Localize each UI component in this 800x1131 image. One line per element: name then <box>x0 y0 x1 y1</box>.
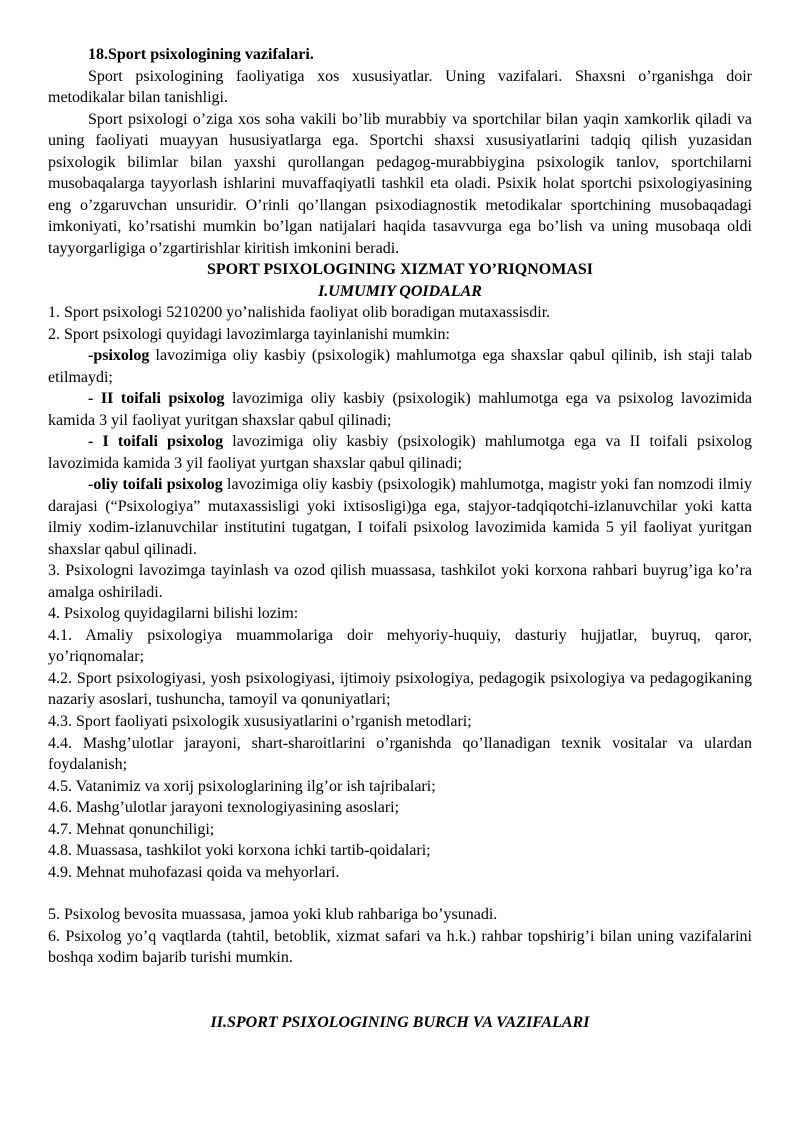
rule-4-6: 4.6. Mashg’ulotlar jarayoni texnologiyasining asoslari; <box>48 799 400 817</box>
dash-prefix: - <box>88 390 101 408</box>
general-rules-heading: I.UMUMIY QOIDALAR <box>318 282 482 300</box>
rule-6: 6. Psixolog yo’q vaqtlarda (tahtil, betoblik, xizmat safari va h.k.) rahbar topshirig’i bilan uning vazifalarini boshqa xodim bajarib turishi mumkin. <box>48 927 752 967</box>
position-psixolog <box>48 345 752 388</box>
position-2nd-category-term: II toifali psixolog <box>100 390 225 408</box>
rule-2: 2. Sport psixologi quyidagi lavozimlarga tayinlanishi mumkin: <box>48 325 450 343</box>
section-2-heading: II.SPORT PSIXOLOGINING BURCH VA VAZIFALARI <box>210 1013 590 1031</box>
position-1st-category-text: lavozimiga oliy kasbiy (psixologik) mahlumotga ega va II toifali psixolog lavozimida kamida 3 yil faoliyat yurtgan shaxslar qabul qilinadi; <box>48 433 753 472</box>
rule-4-5: 4.5. Vatanimiz va xorij psixologlarining ilg’or ish tajribalari; <box>48 777 436 795</box>
position-psixolog-term: -psixolog <box>88 347 150 365</box>
rule-1: 1. Sport psixologi 5210200 yo’nalishida faoliyat olib boradigan mutaxassisdir. <box>48 304 551 322</box>
position-higher-category <box>48 474 752 560</box>
position-higher-category-term: -oliy toifali psixolog <box>88 476 223 494</box>
dash-prefix: - <box>88 433 103 451</box>
rule-4-2: 4.2. Sport psixologiyasi, yosh psixologiyasi, ijtimoiy psixologiya, pedagogik psixologiya va pedagogikaning nazariy asoslari, tushuncha, tamoyil va qonuniyatlari; <box>48 669 752 709</box>
rule-4-3: 4.3. Sport faoliyati psixologik xususiyatlarini o’rganish metodlari; <box>48 712 472 730</box>
rule-4-9: 4.9. Mehnat muhofazasi qoida va mehyorlari. <box>48 863 340 881</box>
service-manual-title: SPORT PSIXOLOGINING XIZMAT YO’RIQNOMASI <box>206 261 593 279</box>
intro-paragraph: Sport psixologining faoliyatiga xos xususiyatlar. Uning vazifalari. Shaxsni o’rganishga doir metodikalar bilan tanishligi. <box>48 67 752 107</box>
rule-4: 4. Psixolog quyidagilarni bilishi lozim: <box>48 605 299 623</box>
rule-4-4: 4.4. Mashg’ulotlar jarayoni, shart-sharoitlarini o’rganishda qo’llanadigan texnik vositalar va ulardan foydalanish; <box>48 734 752 774</box>
rule-4-1: 4.1. Amaliy psixologiya muammolariga doir mehyoriy-huquiy, dasturiy hujjatlar, buyruq, qaror, yo’riqnomalar; <box>48 626 752 666</box>
position-1st-category <box>48 431 752 474</box>
position-2nd-category-text: lavozimiga oliy kasbiy (psixologik) mahlumotga ega va psixolog lavozimida kamida 3 yil faoliyat yuritgan shaxslar qabul qilinadi; <box>48 390 752 429</box>
position-2nd-category <box>48 388 752 431</box>
position-psixolog-text: lavozimiga oliy kasbiy (psixologik) mahlumotga ega shaxslar qabul qilinib, ish staji talab etilmaydi; <box>48 347 752 386</box>
document-heading: 18.Sport psixologining vazifalari. <box>88 46 314 63</box>
rule-4-7: 4.7. Mehnat qonunchiligi; <box>48 820 215 838</box>
overview-paragraph: Sport psixologi o’ziga xos soha vakili bo’lib murabbiy va sportchilar bilan yaqin xamkorlik qiladi va uning faoliyati muayyan hususiyatlarga ega. Sportchi shaxsi xususiyatlarini tadqiq qilish yuzasidan psixologik bilimlar bilan yaxshi qurollangan pedagog-murabbiygina psixologik tanlov, sportchilarni musobaqalarga tayyorlash ishlarini muvaffaqiyatli tashkil eta oladi. Psixik holat sportchi psixologiyasining eng o’zgaruvchan unsuridir. O’rinli qo’llangan psixodiagnostik metodikalar sportchining musobaqadagi imkoniyati, ko’rsatishi mumkin bo’lgan natijalari haqida tasavvurga ega bo’lish va uning musobaqa oldi tayyorgarligiga o’zgartirishlar kiritish imkonini beradi. <box>48 110 752 257</box>
rule-5: 5. Psixolog bevosita muassasa, jamoa yoki klub rahbariga bo’ysunadi. <box>48 906 498 924</box>
position-higher-category-text: lavozimiga oliy kasbiy (psixologik) mahlumotga, magistr yoki fan nomzodi ilmiy darajasi (“Psixologiya” mutaxassisligi yoki ixtisosligi)ga ega, stajyor-tadqiqotchi-izlanuvchilar yoki katta ilmiy xodim-izlanuvchilar institutini tugatgan, I toifali psixolog lavozimida kamida 5 yil faoliyat yuritgan shaxslar qabul qilinadi. <box>48 476 753 558</box>
position-1st-category-term: I toifali psixolog <box>102 433 224 451</box>
rule-4-8: 4.8. Muassasa, tashkilot yoki korxona ichki tartib-qoidalari; <box>48 842 431 860</box>
rule-3: 3. Psixologni lavozimga tayinlash va ozod qilish muassasa, tashkilot yoki korxona rahbari buyrug’iga ko’ra amalga oshiriladi. <box>48 562 752 601</box>
